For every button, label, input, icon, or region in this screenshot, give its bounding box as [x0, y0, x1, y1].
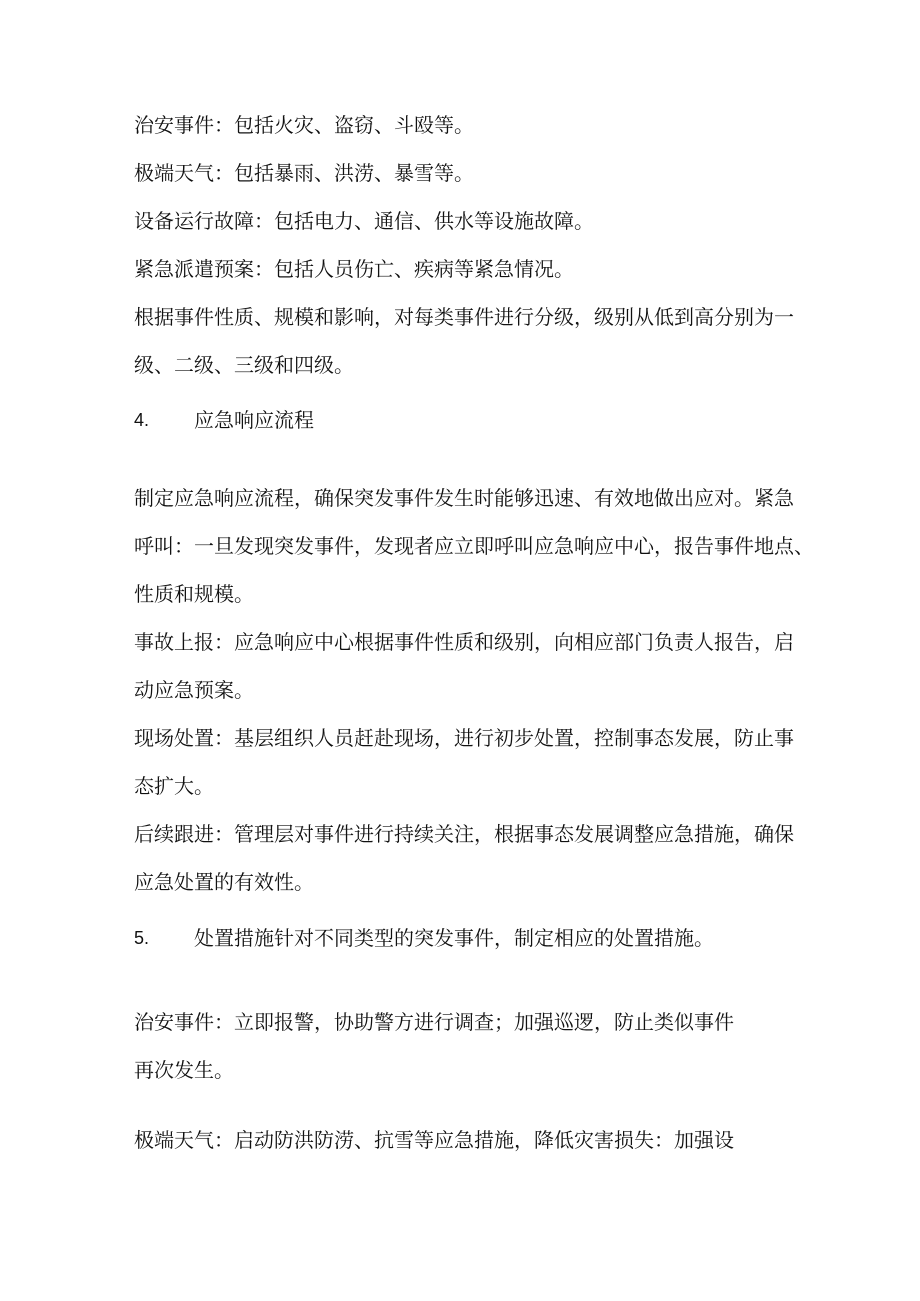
- paragraph-line: 态扩大。: [134, 774, 214, 798]
- section-number: 4.: [134, 410, 150, 430]
- paragraph-line: 呼叫：一旦发现突发事件，发现者应立即呼叫应急响应中心，报告事件地点、: [134, 534, 814, 558]
- paragraph-line: 级、二级、三级和四级。: [134, 353, 354, 377]
- list-line-security: 治安事件：包括火灾、盗窃、斗殴等。: [134, 113, 474, 137]
- paragraph-line: 制定应急响应流程，确保突发事件发生时能够迅速、有效地做出应对。紧急: [134, 486, 794, 510]
- list-line-equipment: 设备运行故障：包括电力、通信、供水等设施故障。: [134, 209, 594, 233]
- paragraph-line: 应急处置的有效性。: [134, 870, 314, 894]
- paragraph-line: 后续跟进：管理层对事件进行持续关注，根据事态发展调整应急措施，确保: [134, 822, 794, 846]
- paragraph-line: 治安事件：立即报警，协助警方进行调查；加强巡逻，防止类似事件: [134, 1010, 734, 1034]
- paragraph-line: 再次发生。: [134, 1058, 234, 1082]
- paragraph-line: 现场处置：基层组织人员赶赴现场，进行初步处置，控制事态发展，防止事: [134, 726, 794, 750]
- paragraph-line: 动应急预案。: [134, 678, 254, 702]
- section-title: 处置措施针对不同类型的突发事件，制定相应的处置措施。: [194, 926, 714, 950]
- paragraph-line: 性质和规模。: [134, 582, 254, 606]
- section-title: 应急响应流程: [194, 408, 314, 432]
- paragraph-line: 根据事件性质、规模和影响，对每类事件进行分级，级别从低到高分别为一: [134, 305, 794, 329]
- section-number: 5.: [134, 928, 150, 948]
- list-line-weather: 极端天气：包括暴雨、洪涝、暴雪等。: [134, 161, 474, 185]
- list-line-dispatch: 紧急派遣预案：包括人员伤亡、疾病等紧急情况。: [134, 257, 574, 281]
- paragraph-line: 极端天气：启动防洪防涝、抗雪等应急措施，降低灾害损失：加强设: [134, 1128, 734, 1152]
- paragraph-line: 事故上报：应急响应中心根据事件性质和级别，向相应部门负责人报告，启: [134, 630, 794, 654]
